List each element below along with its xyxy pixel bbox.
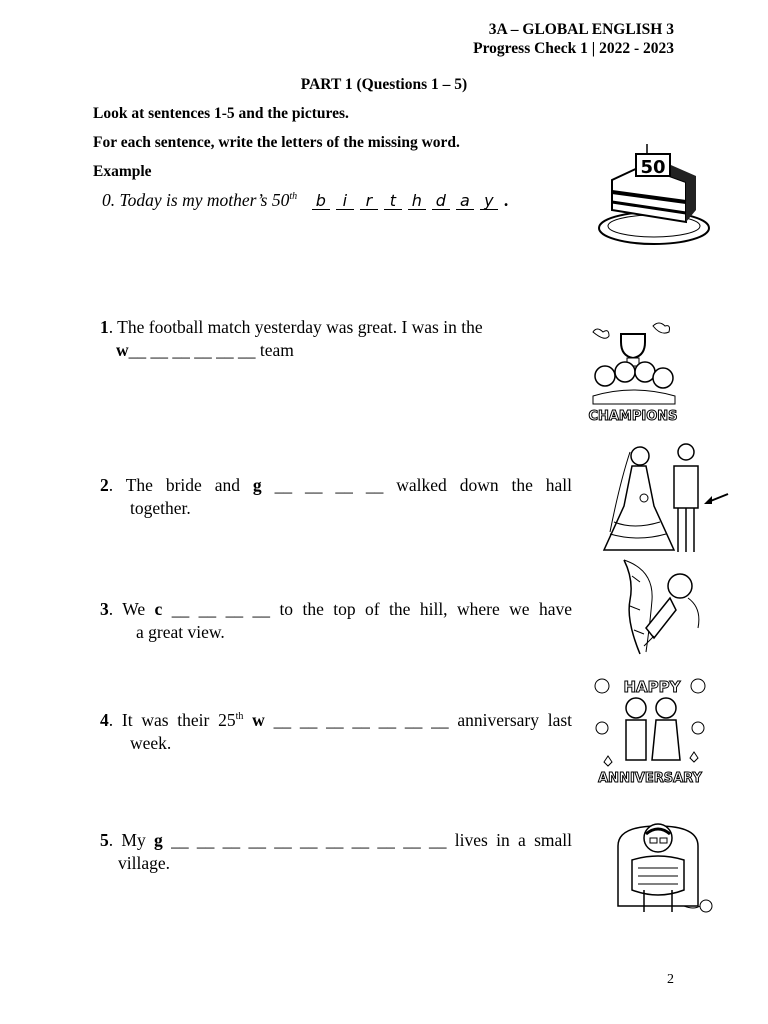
question-text-b: to the top of the hill, where we have [279, 599, 573, 619]
question-text-a: . It was their 25 [108, 709, 236, 730]
question-text-c: village. [118, 853, 170, 873]
question-first-letter: g [154, 830, 163, 850]
question-text-b: anniversary last [457, 709, 573, 730]
example-prefix: 0. Today is my mother’s 50 [102, 190, 290, 210]
question-text-a: . We [108, 599, 146, 619]
instruction-line-1: Look at sentences 1-5 and the pictures. [93, 105, 349, 122]
example-letter: y [480, 192, 498, 210]
example-letter: a [456, 192, 474, 210]
answer-blanks[interactable]: __ __ __ __ [171, 599, 271, 619]
example-sup: th [289, 191, 298, 203]
answer-blanks[interactable]: __ __ __ __ __ __ __ __ __ __ __ [171, 830, 447, 850]
question-text-b: lives in a small [454, 830, 573, 850]
question-first-letter: w [252, 709, 265, 730]
example-letter: b [312, 192, 330, 210]
question-number: 4 [100, 709, 109, 730]
question-number: 3 [100, 599, 109, 619]
example-letter: r [360, 192, 378, 210]
question-text-a: . My [108, 830, 146, 850]
birthday-cake-image [594, 140, 714, 250]
question-number: 5 [100, 830, 109, 850]
question-text-c: week. [130, 732, 172, 753]
question-text-a: . The bride and [108, 475, 240, 495]
question-4 [100, 705, 572, 755]
header-class-title: 3A – GLOBAL ENGLISH 3 [488, 21, 674, 38]
champions-team-image [583, 320, 683, 424]
answer-blanks[interactable]: __ __ __ __ __ __ __ [273, 709, 449, 730]
page-header [473, 20, 674, 58]
question-text-b: walked down the hall [396, 475, 573, 495]
example-end: . [503, 190, 509, 210]
happy-anniversary-image [590, 672, 710, 788]
question-first-letter: c [154, 599, 163, 619]
question-2 [100, 474, 572, 520]
bride-and-groom-image [600, 442, 732, 556]
champions-text: CHAMPIONS [588, 409, 678, 424]
example-sentence [102, 190, 508, 211]
question-text-b: team [259, 340, 294, 360]
example-letter: h [408, 192, 426, 210]
question-text-c: a great view. [136, 622, 225, 642]
happy-text: HAPPY [623, 678, 681, 696]
grandmother-knitting-image [604, 816, 716, 920]
instruction-line-2: For each sentence, write the letters of the missing word. [93, 134, 460, 151]
header-progress-check: Progress Check 1 | 2022 - 2023 [473, 40, 674, 57]
question-number: 2 [100, 475, 109, 495]
example-letter: i [336, 192, 354, 210]
anniversary-text: ANNIVERSARY [598, 771, 702, 786]
part-title: PART 1 (Questions 1 – 5) [300, 76, 468, 93]
question-5 [100, 829, 572, 875]
climbing-image [618, 556, 708, 656]
cake-number: 50 [640, 157, 666, 178]
question-text-a: . The football match yesterday was great. I was in the [108, 317, 483, 337]
question-text-c: together. [130, 498, 191, 518]
question-first-letter: w [116, 340, 129, 360]
example-letter: d [432, 192, 450, 210]
answer-blanks[interactable]: __ __ __ __ __ __ [128, 340, 256, 360]
example-label: Example [93, 163, 152, 180]
question-1 [100, 316, 572, 362]
example-letter: t [384, 192, 402, 210]
answer-blanks[interactable]: __ __ __ __ [274, 475, 384, 495]
question-3 [100, 598, 572, 644]
question-sup: th [235, 711, 244, 722]
question-first-letter: g [252, 475, 262, 495]
page-number: 2 [667, 972, 674, 987]
question-number: 1 [100, 317, 109, 337]
